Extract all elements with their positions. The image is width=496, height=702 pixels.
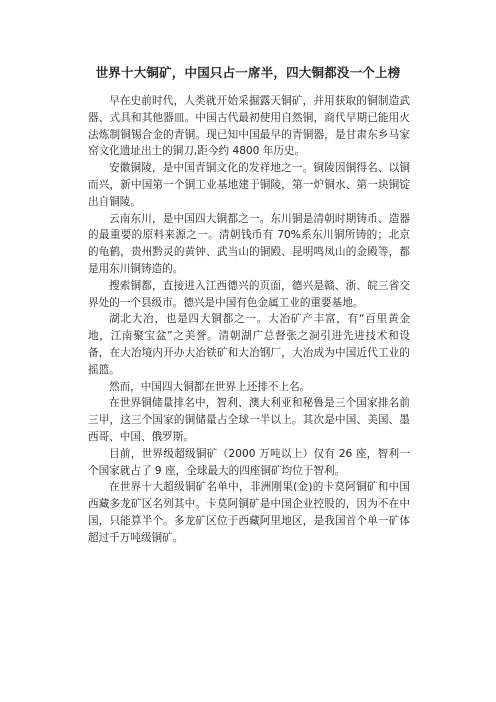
article-title: 世界十大铜矿，中国只占一席半，四大铜都没一个上榜 xyxy=(95,65,401,80)
paragraph: 湖北大冶，也是四大铜都之一。大冶矿产丰富，有“百里黄金地，江南聚宝盆”之美誉。清朝湖广总督张之洞引进先进技术和设备，在大冶境内开办大冶铁矿和大冶钢厂，大冶成为中国近代工业的摇篮。 xyxy=(88,313,410,376)
paragraph: 目前，世界级超级铜矿（2000 万吨以上）仅有 26 座，智利一个国家就占了 9 座，全球最大的四座铜矿均位于智利。 xyxy=(88,447,410,477)
paragraph: 然而，中国四大铜都在世界上还排不上名。 xyxy=(109,380,311,393)
paragraph: 安徽铜陵，是中国青铜文化的发祥地之一。铜陵因铜得名、以铜而兴，新中国第一个铜工业基地建于铜陵，第一炉铜水、第一块铜锭出自铜陵。 xyxy=(88,162,410,208)
paragraph: 云南东川，是中国四大铜都之一。东川铜是清朝时期铸币、造器的最重要的原料来源之一。清朝钱币有 70%系东川铜所铸的；北京的龟鹤，贵州黔灵的黄钟、武当山的铜殿、昆明鸣凤山的金殿等，都是用东川铜铸造的。 xyxy=(88,212,410,275)
article-body xyxy=(88,93,410,547)
paragraph: 搜索铜都，直接进入江西德兴的页面，德兴是赣、浙、皖三省交界处的一个县级市。德兴是中国有色金属工业的重要基地。 xyxy=(88,279,410,309)
paragraph: 早在史前时代，人类就开始采掘露天铜矿，并用获取的铜制造武器、式具和其他器皿。中国古代最初使用自然铜，商代早期已能用火法炼制铜锡合金的青铜。现已知中国最早的青铜器，是甘肃东乡马家窑文化遗址出土的铜刀,距今约 4800 年历史。 xyxy=(88,95,410,158)
paragraph: 在世界十大超级铜矿名单中，非洲刚果(金)的卡莫阿铜矿和中国西藏多龙矿区名列其中。卡莫阿铜矿是中国企业控股的，因为不在中国，只能算半个。多龙矿区位于西藏阿里地区，是我国首个单一矿体超过千万吨级铜矿。 xyxy=(88,481,410,544)
paragraph: 在世界铜储量排名中，智利、澳大利亚和秘鲁是三个国家排名前三甲，这三个国家的铜储量占全球一半以上。其次是中国、美国、墨西哥、中国、俄罗斯。 xyxy=(88,397,410,443)
